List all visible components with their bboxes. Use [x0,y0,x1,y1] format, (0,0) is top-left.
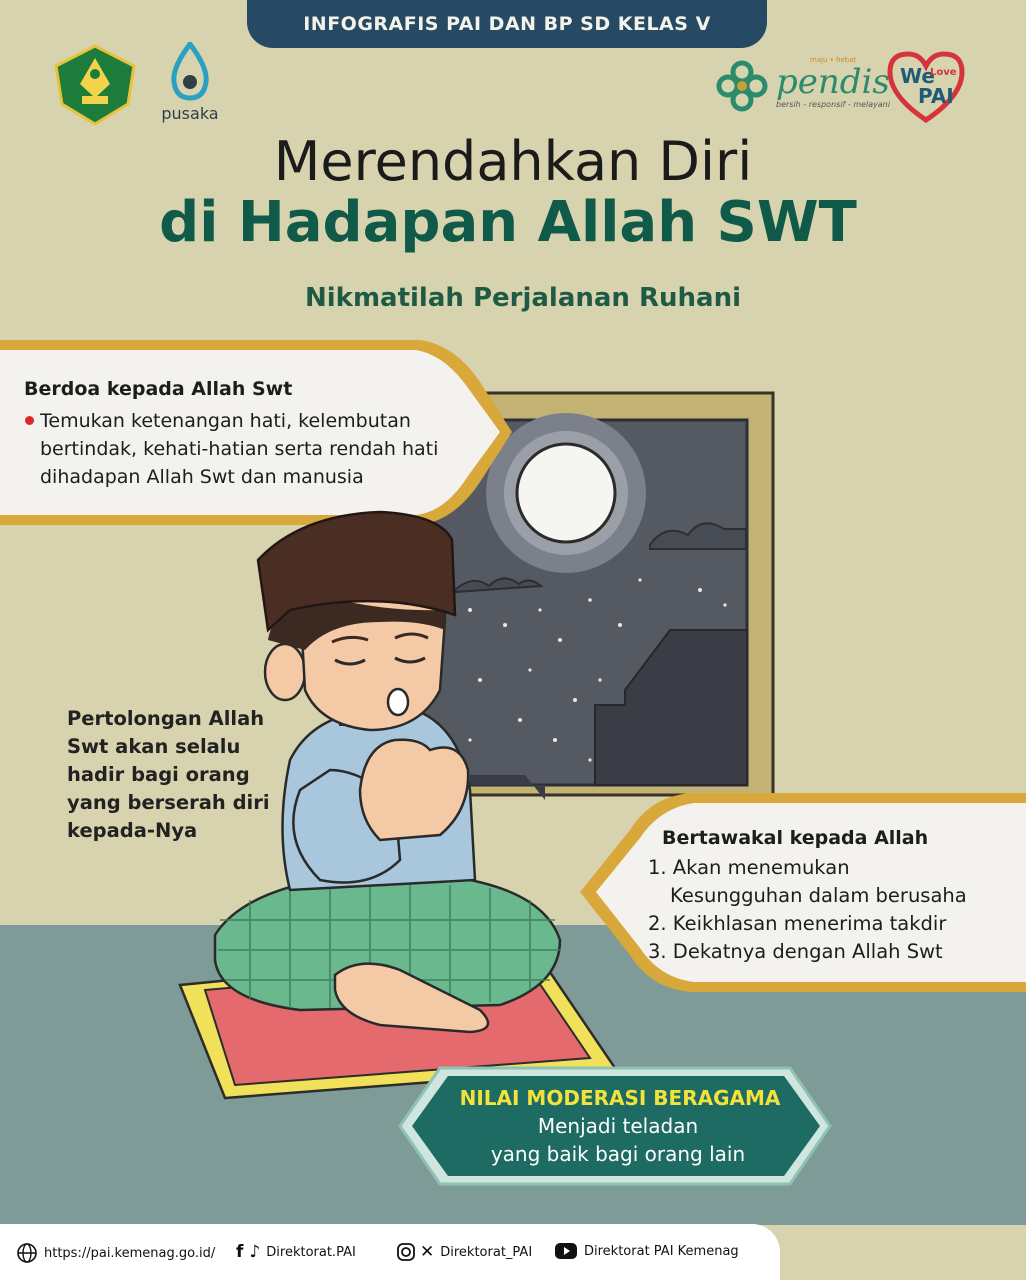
welove-we: We [900,64,935,88]
website-link[interactable]: https://pai.kemenag.go.id/ [44,1245,216,1261]
footer-instagram-x[interactable] [396,1242,532,1262]
moderasi-title: NILAI MODERASI BERAGAMA [459,1086,781,1110]
pusaka-label: pusaka [161,104,219,123]
tawakal-item: 1. Akan menemukan [648,856,850,879]
berdoa-title: Berdoa kepada Allah Swt [24,378,293,400]
moderasi-line2: yang baik bagi orang lain [490,1142,746,1166]
welove-pai: PAI [918,84,954,108]
page-title-line2: di Hadapan Allah SWT [159,190,857,255]
pertolongan-text: Pertolongan Allah Swt akan selalu hadir bagi orang yang berserah diri kepada-Nya [67,707,270,842]
footer-website[interactable] [16,1242,215,1264]
youtube-handle[interactable]: Direktorat PAI Kemenag [584,1243,739,1259]
globe-icon [16,1242,38,1264]
tawakal-item: Kesungguhan dalam berusaha [670,884,967,907]
kemenag-logo-icon [52,44,138,126]
boy-mouth [388,689,408,715]
x-icon: ✕ [420,1242,435,1262]
footer-facebook-tiktok[interactable] [236,1242,356,1262]
pendis-wordmark: pendis [776,62,890,102]
we-love-pai-logo [884,48,968,124]
pendis-emblem-icon [714,58,770,114]
footer-youtube[interactable] [554,1242,739,1260]
moderasi-line1: Menjadi teladan [537,1114,699,1138]
boy-ear [265,644,305,700]
pusaka-drop-icon [152,42,228,102]
top-banner: INFOGRAFIS PAI DAN BP SD KELAS V [247,0,767,48]
bullet-point-icon [25,416,34,425]
page-subtitle: Nikmatilah Perjalanan Ruhani [304,283,741,313]
pendis-tagline: bersih - responsif - melayani [776,100,891,109]
pendis-top-tag: maju • hebat [810,56,857,64]
pusaka-logo [152,42,228,132]
tawakal-item: 2. Keikhlasan menerima takdir [648,912,947,935]
berdoa-body: Temukan ketenangan hati, kelembutan bertindak, kehati-hatian serta rendah hati dihadapan Allah Swt dan manusia [40,410,439,488]
tawakal-list [648,854,1026,966]
tawakal-title: Bertawakal kepada Allah [662,827,929,849]
youtube-icon [554,1242,578,1260]
welove-love: Love [930,67,957,78]
facebook-icon: f [236,1242,244,1262]
page-title-line1: Merendahkan Diri [273,130,753,193]
instagram-x-handle[interactable]: Direktorat_PAI [440,1244,533,1260]
footer-bar [0,1224,780,1280]
pendis-logo [714,56,891,112]
tiktok-icon: ♪ [249,1242,261,1262]
tawakal-item: 3. Dekatnya dengan Allah Swt [648,940,943,963]
instagram-icon [396,1242,416,1262]
moon [517,444,615,542]
facebook-tiktok-handle[interactable]: Direktorat.PAI [266,1244,356,1260]
